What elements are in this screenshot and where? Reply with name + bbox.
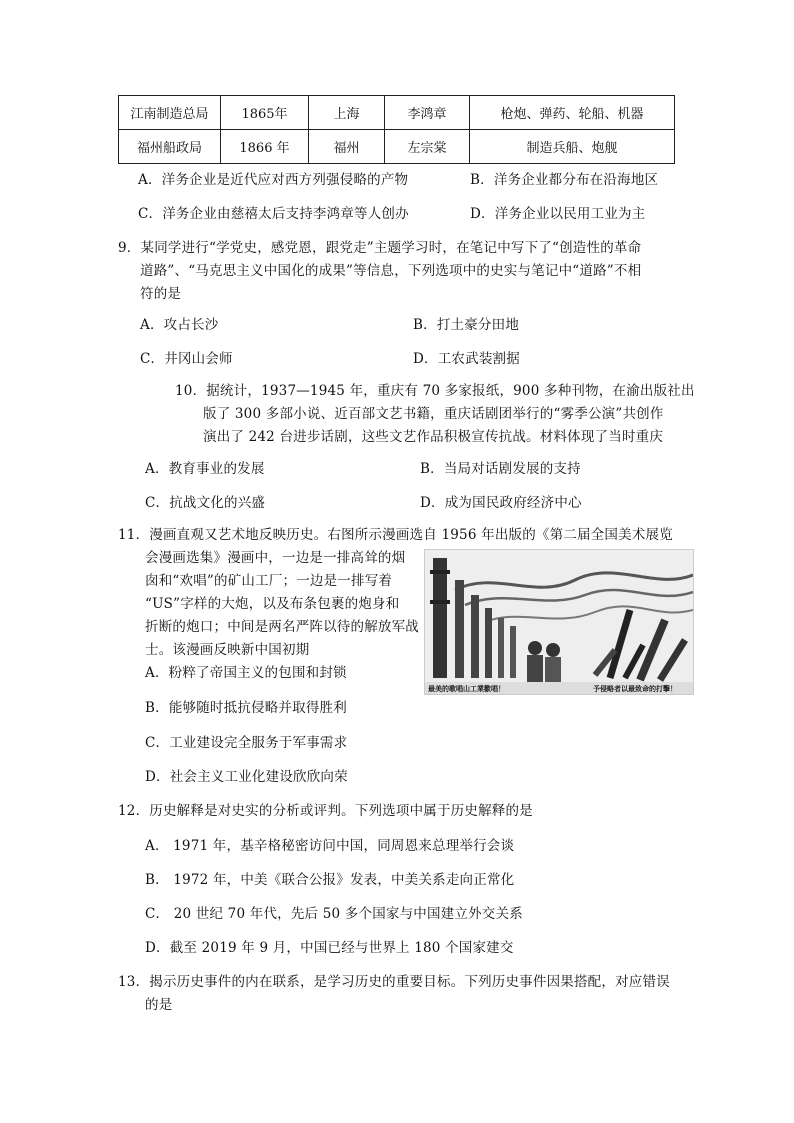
q9-option-d: D．工农武装割据 [413,351,520,367]
table-row [119,96,675,130]
q11-stem-line: “US”字样的大炮，以及布条包裹的炮身和 [145,596,400,612]
cartoon-image [424,549,694,695]
q10-option-c: C．抗战文化的兴盛 [145,495,266,511]
q9-option-a: A．攻占长沙 [140,317,219,333]
q9-option-c: C．井冈山会师 [140,351,233,367]
q10-option-d: D．成为国民政府经济中心 [420,495,582,511]
q11-stem-line: 士。该漫画反映新中国初期 [145,642,310,658]
table-cell: 枪炮、弹药、轮船、机器 [470,96,675,130]
q12-option-d: D．截至 2019 年 9 月，中国已经与世界上 180 个国家建交 [145,940,514,956]
q13-stem-line: 13．揭示历史事件的内在联系，是学习历史的重要目标。下列历史事件因果搭配，对应错误 [118,974,670,990]
q9-stem-line: 道路”、“马克思主义中国化的成果”等信息，下列选项中的史实与笔记中“道路”不相 [140,263,642,279]
q9-stem-line: 9．某同学进行“学党史，感党恩，跟党走”主题学习时，在笔记中写下了“创造性的革命 [118,240,642,256]
table-cell: 1865年 [221,96,309,130]
q13-stem-line: 的是 [145,997,173,1013]
q12-option-a: A． 1971 年，基辛格秘密访问中国，同周恩来总理举行会谈 [145,838,515,854]
q10-stem-line: 10．据统计，1937—1945 年，重庆有 70 多家报纸，900 多种刊物，在渝出版社出 [175,383,695,399]
cartoon-caption-left: 最美的歌唱山工業歡唱！ [428,684,505,693]
table-cell: 上海 [309,96,385,130]
table-cell: 左宗棠 [385,130,470,164]
q10-stem-line: 演出了 242 台进步话剧，这些文艺作品积极宣传抗战。材料体现了当时重庆 [203,429,664,445]
q8-option-d: D．洋务企业以民用工业为主 [470,206,646,222]
table-row [119,130,675,164]
q11-option-a: A．粉粹了帝国主义的包围和封锁 [145,665,347,681]
q10-stem-line: 版了 300 多部小说、近百部文艺书籍，重庆话剧团举行的“雾季公演”共创作 [203,406,664,422]
q11-stem-line: 11．漫画直观又艺术地反映历史。右图所示漫画选自 1956 年出版的《第二届全国美术展览 [118,527,673,543]
q11-option-c: C．工业建设完全服务于军事需求 [145,735,348,751]
q11-stem-line: 囱和“欢唱”的矿山工厂；一边是一排写着 [145,573,393,589]
q11-option-b: B．能够随时抵抗侵略并取得胜利 [145,700,347,716]
table-cell: 福州 [309,130,385,164]
q12-option-b: B． 1972 年，中美《联合公报》发表，中美关系走向正常化 [145,872,515,888]
table-cell: 李鸿章 [385,96,470,130]
table-cell: 1866 年 [221,130,309,164]
q8-option-b: B．洋务企业都分布在沿海地区 [470,172,659,188]
q9-stem-line: 符的是 [140,286,182,302]
q8-option-c: C．洋务企业由慈禧太后支持李鸿章等人创办 [138,206,409,222]
q11-stem-line: 会漫画选集》漫画中，一边是一排高耸的烟 [145,550,406,566]
cartoon-caption-right: 予侵略者以最致命的打擊！ [593,684,677,693]
q11-stem-line: 折断的炮口；中间是两名严阵以待的解放军战 [145,619,419,635]
table-cell: 江南制造总局 [119,96,221,130]
table-cell: 制造兵船、炮舰 [470,130,675,164]
q10-option-a: A．教育事业的发展 [145,461,265,477]
table-cell: 福州船政局 [119,130,221,164]
q11-option-d: D．社会主义工业化建设欣欣向荣 [145,769,348,785]
q10-option-b: B．当局对话剧发展的支持 [420,461,581,477]
yangwu-enterprise-table [118,95,675,164]
q9-option-b: B．打土豪分田地 [413,317,520,333]
q12-option-c: C． 20 世纪 70 年代，先后 50 多个国家与中国建立外交关系 [145,906,523,922]
q12-stem-line: 12．历史解释是对史实的分析或评判。下列选项中属于历史解释的是 [118,803,533,819]
q8-option-a: A．洋务企业是近代应对西方列强侵略的产物 [138,172,409,188]
